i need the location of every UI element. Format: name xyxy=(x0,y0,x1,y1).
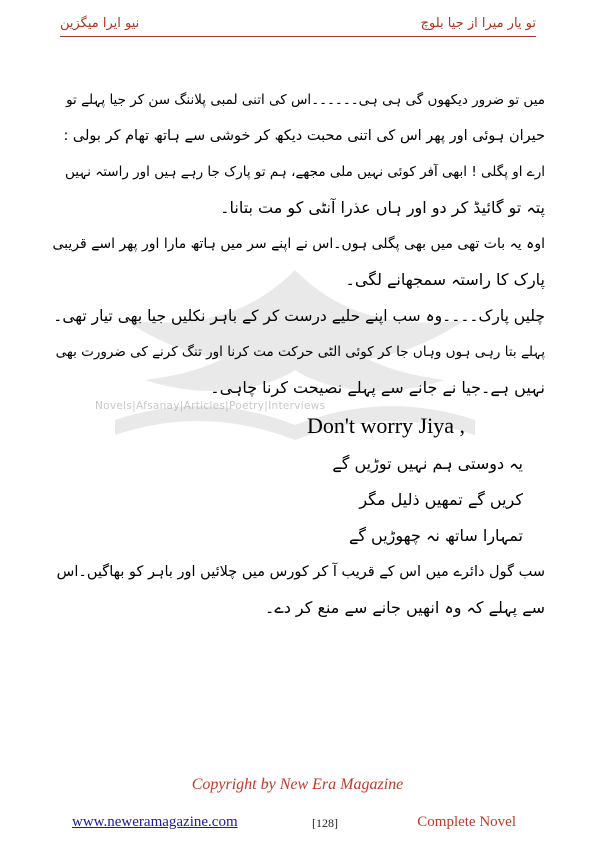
paragraph-line: میں تو ضرور دیکھوں گی ہی ہی۔۔۔۔۔۔اس کی اتنی لمبی پلاننگ سن کر جیا پہلے تو xyxy=(66,92,545,108)
poem-line: کریں گے تمھیں ذلیل مگر xyxy=(359,490,523,509)
paragraph-line: حیران ہوئی اور پھر اس کی اتنی محبت دیکھ کر خوشی سے ہاتھ تھام کر بولی : xyxy=(63,128,545,144)
paragraph-line: سے پہلے کہ وہ انھیں جانے سے منع کر دے۔ xyxy=(264,598,545,617)
poem-line: یہ دوستی ہم نہیں توڑیں گے xyxy=(332,454,523,473)
english-line: Don't worry Jiya , xyxy=(307,413,465,438)
novel-title: تو یار میرا از جیا بلوچ xyxy=(420,15,536,31)
paragraph-line: اوہ یہ بات تھی میں بھی پگلی ہوں۔اس نے اپنے سر میں ہاتھ مارا اور پھر اسے قریبی xyxy=(52,236,545,252)
page-footer xyxy=(60,814,536,834)
paragraph-line: نہیں ہے۔جیا نے جانے سے پہلے نصیحت کرنا چاہی۔ xyxy=(210,378,545,397)
page-header xyxy=(60,10,536,37)
paragraph-line: پتہ تو گائیڈ کر دو اور ہاں عذرا آنٹی کو مت بتانا۔ xyxy=(220,198,545,217)
paragraph-line: سب گول دائرے میں اس کے قریب آ کر کورس میں چلائیں اور باہر کو بھاگیں۔اس xyxy=(56,564,545,580)
watermark-subtitle: Novels|Afsanay|Articles|Poetry|Interviews xyxy=(95,400,326,412)
page-number: [128] xyxy=(312,816,338,830)
poem-line: تمہارا ساتھ نہ چھوڑیں گے xyxy=(348,526,523,545)
section-label: Complete Novel xyxy=(417,814,516,830)
page-body xyxy=(50,82,545,626)
paragraph-line: چلیں پارک۔۔۔۔وہ سب اپنے حلیے درست کر کے باہر نکلیں جیا بھی تیار تھی۔ xyxy=(53,307,545,325)
magazine-name: نیو ایرا میگزین xyxy=(60,15,140,31)
paragraph-line: پہلے بتا رہی ہوں وہاں جا کر کوئی الٹی حرکت مت کرنا اور تنگ کرنے کی ضرورت بھی xyxy=(55,344,545,360)
paragraph-line: پارک کا راستہ سمجھانے لگی۔ xyxy=(345,270,545,289)
copyright-notice: Copyright by New Era Magazine xyxy=(191,776,404,793)
paragraph-line: ارے او پگلی ! ابھی آفر کوئی نہیں ملی مجھے، ہم تو پارک جا رہے ہیں اور راستہ نہیں xyxy=(64,164,545,180)
website-link[interactable]: www.neweramagazine.com xyxy=(72,814,238,830)
